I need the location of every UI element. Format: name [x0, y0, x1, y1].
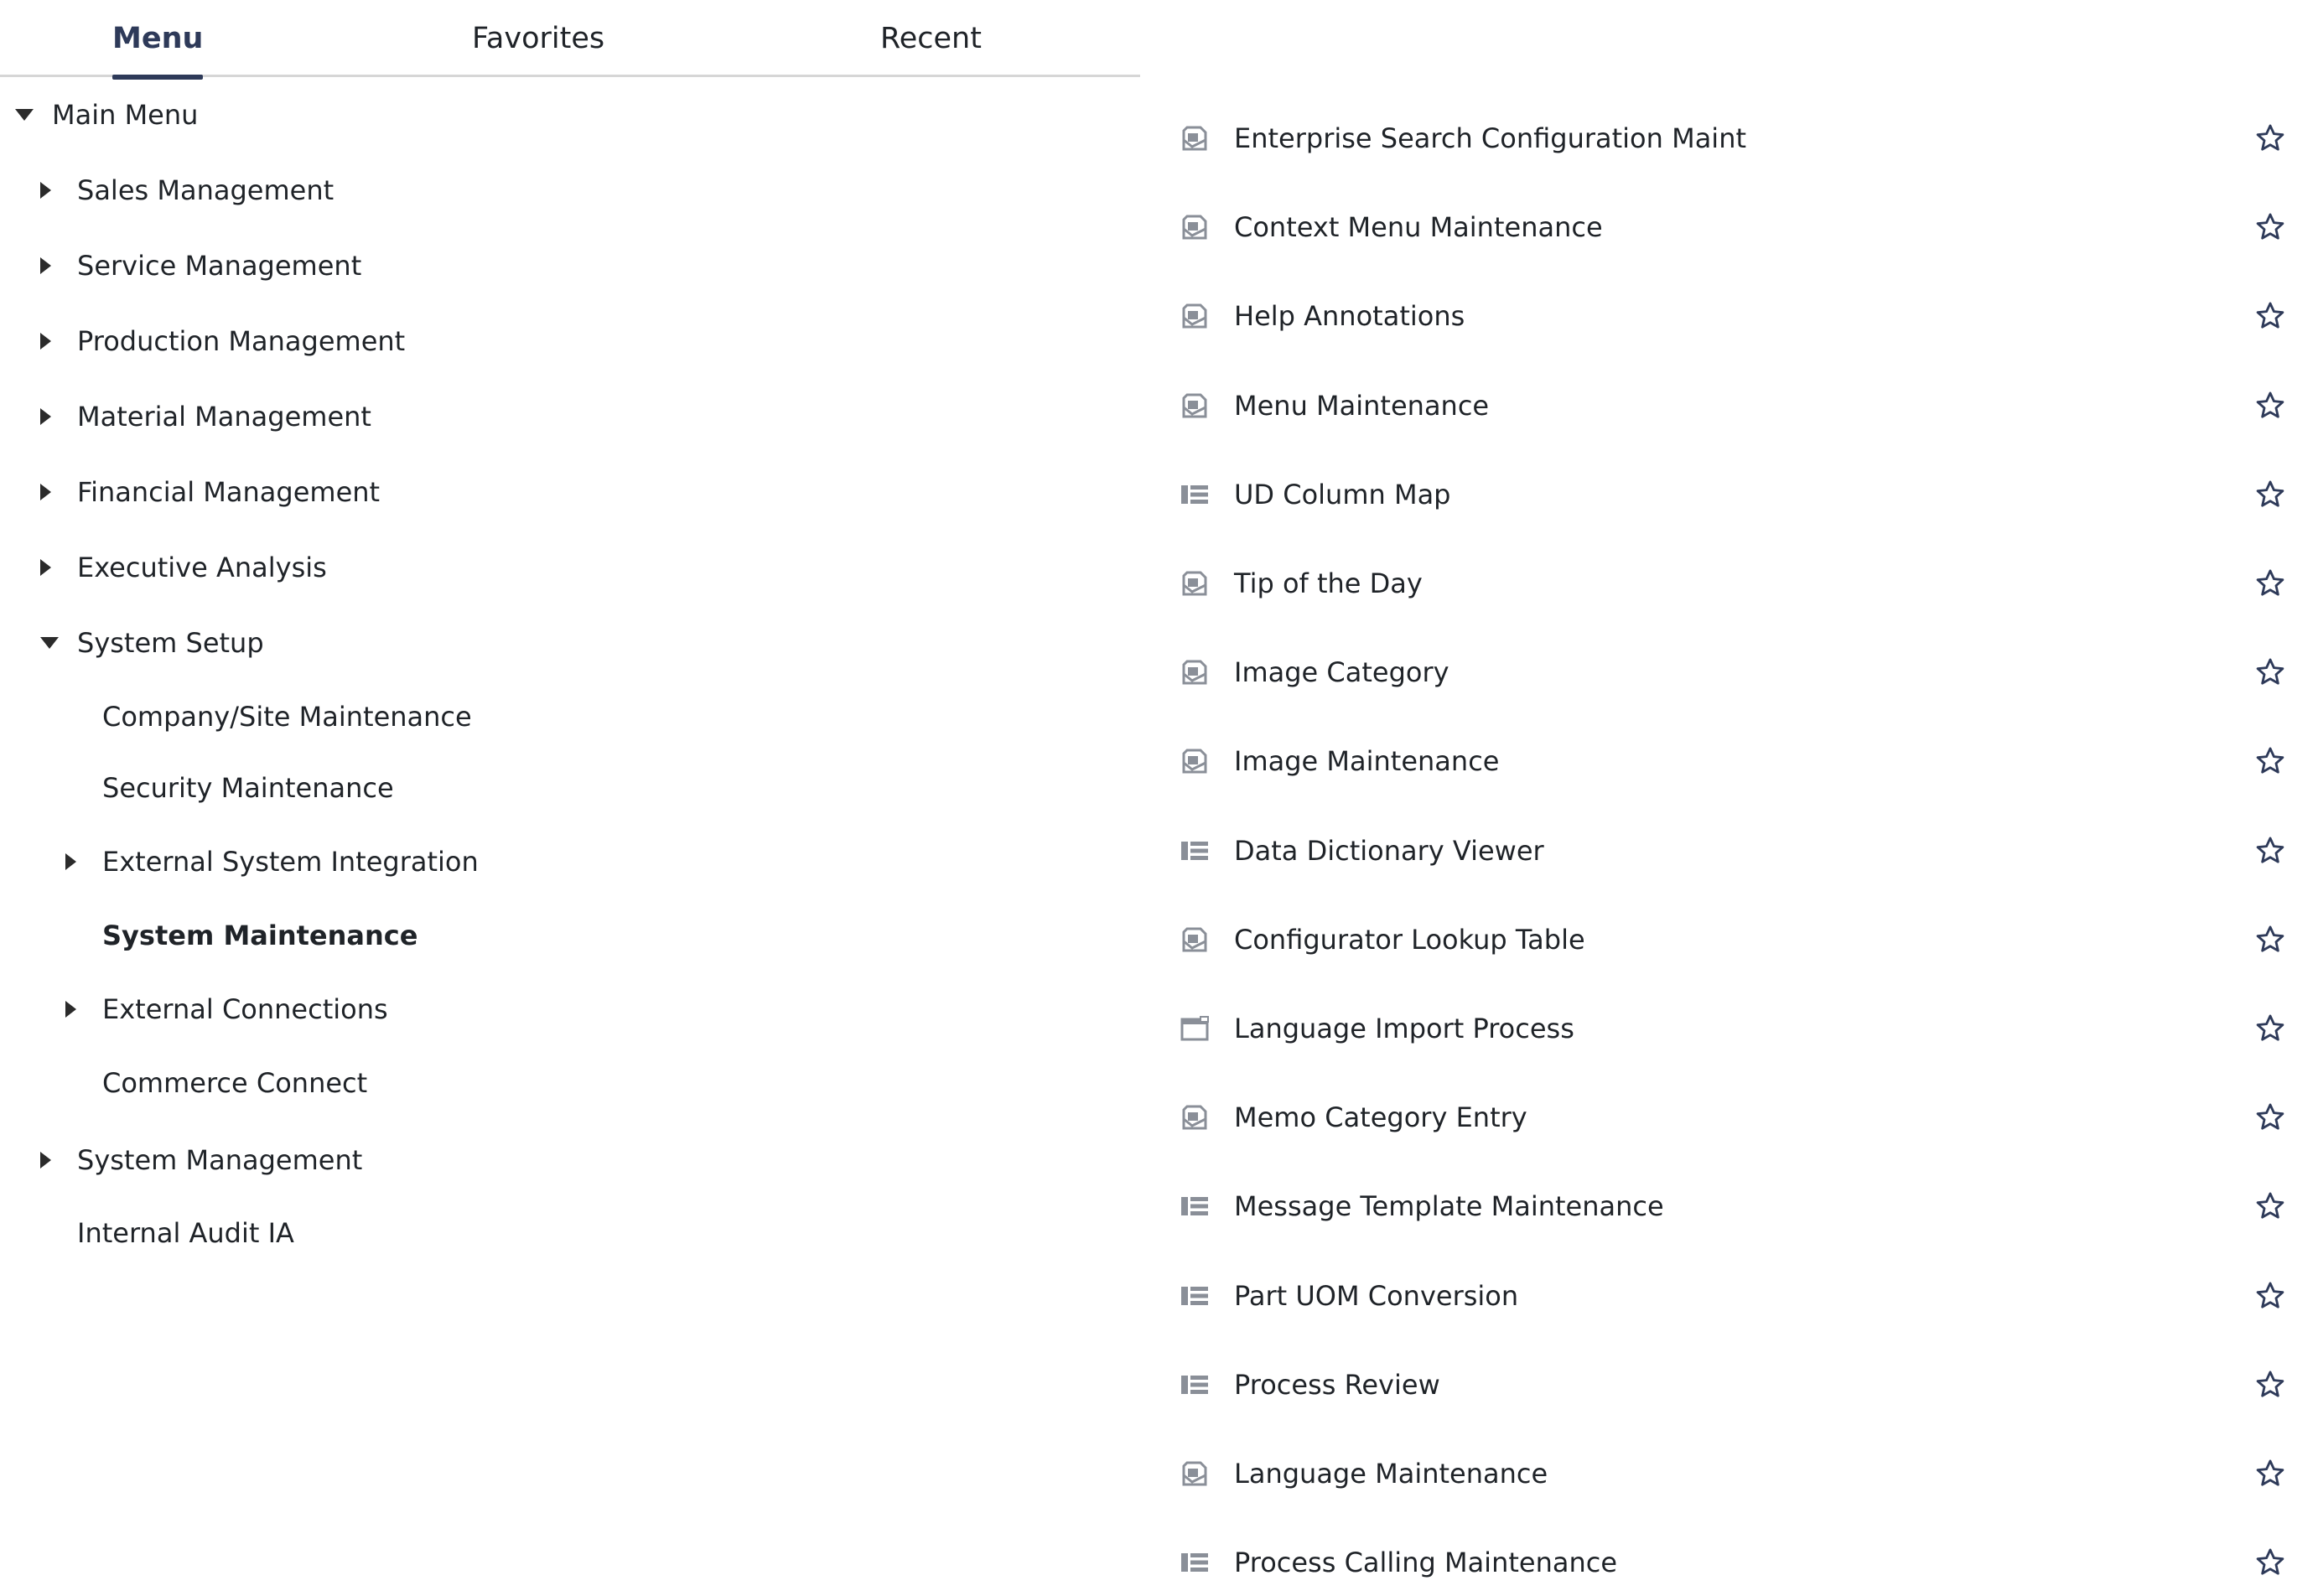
tree-item-label: Production Management: [77, 325, 406, 357]
tree-item-label: Sales Management: [77, 174, 334, 206]
menu-list-item-context-menu-maintenance[interactable]: [1174, 194, 2289, 261]
form-icon: [1180, 1103, 1209, 1132]
tree-item-service-management[interactable]: [40, 241, 361, 291]
tree-item-label: System Setup: [77, 627, 264, 659]
menu-list-item-label: Data Dictionary Viewer: [1234, 834, 1544, 867]
menu-list-item-language-maintenance[interactable]: [1174, 1440, 2289, 1507]
caret-right-icon[interactable]: [40, 484, 65, 500]
tree-item-sales-management[interactable]: [40, 165, 334, 215]
favorite-star-icon[interactable]: [2252, 120, 2289, 157]
grid-icon: [1180, 837, 1209, 865]
form-icon: [1180, 391, 1209, 420]
tree-item-executive-analysis[interactable]: [40, 542, 327, 593]
tab-favorites[interactable]: Favorites: [472, 22, 605, 55]
tree-item-commerce-connect[interactable]: [65, 1058, 367, 1108]
form-icon: [1180, 124, 1209, 153]
tree-item-label: Main Menu: [52, 99, 199, 131]
favorite-star-icon[interactable]: [2252, 476, 2289, 513]
tree-item-production-management[interactable]: [40, 316, 405, 366]
tree-item-label: Security Maintenance: [102, 772, 394, 804]
favorite-star-icon[interactable]: [2252, 209, 2289, 246]
menu-list-item-memo-category-entry[interactable]: [1174, 1084, 2289, 1151]
tree-item-label: Financial Management: [77, 476, 381, 508]
favorite-star-icon[interactable]: [2252, 1544, 2289, 1581]
caret-down-icon[interactable]: [40, 637, 65, 649]
menu-list-item-label: Image Maintenance: [1234, 745, 1500, 778]
form-icon: [1180, 213, 1209, 241]
caret-right-icon[interactable]: [40, 559, 65, 576]
menu-list-item-label: Part UOM Conversion: [1234, 1279, 1519, 1312]
form-icon: [1180, 658, 1209, 687]
tree-item-security-maintenance[interactable]: [65, 763, 394, 813]
tree-item-label: Service Management: [77, 250, 362, 282]
menu-list-item-label: Context Menu Maintenance: [1234, 211, 1603, 244]
tree-item-label: External Connections: [102, 993, 388, 1025]
tree-item-label: External System Integration: [102, 846, 479, 878]
caret-right-icon[interactable]: [40, 182, 65, 199]
menu-list-item-label: Message Template Maintenance: [1234, 1190, 1664, 1223]
menu-list-item-label: Memo Category Entry: [1234, 1101, 1527, 1134]
tree-item-label: Company/Site Maintenance: [102, 701, 472, 733]
tree-item-company-site-maintenance[interactable]: [65, 692, 472, 742]
menu-list-item-enterprise-search-configuration-maint[interactable]: [1174, 105, 2289, 172]
favorite-star-icon[interactable]: [2252, 654, 2289, 691]
tree-item-external-system-integration[interactable]: [65, 837, 479, 887]
caret-right-icon[interactable]: [40, 257, 65, 274]
menu-list-item-menu-maintenance[interactable]: [1174, 372, 2289, 439]
caret-right-icon[interactable]: [40, 333, 65, 350]
menu-list-item-label: Process Review: [1234, 1368, 1440, 1401]
tab-menu[interactable]: Menu: [112, 22, 203, 75]
caret-right-icon[interactable]: [65, 853, 91, 870]
tree-item-internal-audit-ia[interactable]: [40, 1208, 294, 1258]
grid-icon: [1180, 1548, 1209, 1577]
window-icon: [1180, 1014, 1209, 1043]
caret-right-icon[interactable]: [65, 1001, 91, 1018]
tree-item-external-connections[interactable]: [65, 984, 388, 1034]
form-icon: [1180, 1459, 1209, 1488]
menu-list-item-image-category[interactable]: [1174, 639, 2289, 706]
tree-item-main-menu[interactable]: [15, 90, 198, 140]
menu-list-item-label: Process Calling Maintenance: [1234, 1547, 1618, 1579]
menu-list-item-image-maintenance[interactable]: [1174, 728, 2289, 795]
menu-list-item-label: Menu Maintenance: [1234, 389, 1490, 422]
favorite-star-icon[interactable]: [2252, 387, 2289, 424]
form-icon: [1180, 925, 1209, 954]
caret-down-icon[interactable]: [15, 109, 40, 121]
favorite-star-icon[interactable]: [2252, 1010, 2289, 1047]
grid-icon: [1180, 480, 1209, 509]
tree-item-system-maintenance[interactable]: [65, 910, 417, 961]
tree-item-label: Commerce Connect: [102, 1067, 368, 1099]
menu-list-item-label: Enterprise Search Configuration Maint: [1234, 122, 1747, 154]
menu-list-item-label: Language Import Process: [1234, 1013, 1574, 1044]
tab-bar: [0, 0, 1140, 77]
menu-list-item-process-review[interactable]: [1174, 1351, 2289, 1418]
caret-right-icon[interactable]: [40, 1152, 65, 1168]
grid-icon: [1180, 1282, 1209, 1310]
form-icon: [1180, 569, 1209, 598]
menu-list-item-label: Help Annotations: [1234, 300, 1465, 333]
grid-icon: [1180, 1371, 1209, 1399]
form-icon: [1180, 302, 1209, 330]
favorite-star-icon[interactable]: [2252, 1366, 2289, 1403]
menu-list-item-configurator-lookup-table[interactable]: [1174, 906, 2289, 973]
grid-icon: [1180, 1192, 1209, 1220]
favorite-star-icon[interactable]: [2252, 1455, 2289, 1492]
favorite-star-icon[interactable]: [2252, 1099, 2289, 1136]
favorite-star-icon[interactable]: [2252, 832, 2289, 869]
caret-right-icon[interactable]: [40, 408, 65, 425]
tree-item-financial-management[interactable]: [40, 467, 380, 517]
favorite-star-icon[interactable]: [2252, 921, 2289, 958]
menu-list-item-help-annotations[interactable]: [1174, 282, 2289, 350]
favorite-star-icon[interactable]: [2252, 1188, 2289, 1225]
menu-list-item-ud-column-map[interactable]: [1174, 461, 2289, 528]
tree-item-label: Executive Analysis: [77, 552, 327, 583]
favorite-star-icon[interactable]: [2252, 1277, 2289, 1314]
menu-list-item-message-template-maintenance[interactable]: [1174, 1173, 2289, 1240]
menu-list-item-label: UD Column Map: [1234, 478, 1451, 510]
tree-item-label: System Management: [77, 1144, 363, 1176]
tree-item-label: Internal Audit IA: [77, 1217, 294, 1249]
menu-list-item-label: Image Category: [1234, 656, 1449, 689]
favorite-star-icon[interactable]: [2252, 565, 2289, 602]
menu-list-item-label: Tip of the Day: [1234, 567, 1423, 599]
menu-list-item-label: Language Maintenance: [1234, 1458, 1548, 1490]
tree-item-label: Material Management: [77, 401, 371, 433]
menu-list-item-process-calling-maintenance[interactable]: [1174, 1529, 2289, 1596]
menu-list-item-tip-of-the-day[interactable]: [1174, 550, 2289, 617]
favorite-star-icon[interactable]: [2252, 298, 2289, 334]
tree-item-system-setup[interactable]: [40, 618, 264, 668]
favorite-star-icon[interactable]: [2252, 743, 2289, 780]
menu-list-item-data-dictionary-viewer[interactable]: [1174, 817, 2289, 884]
menu-list-item-language-import-process[interactable]: [1174, 995, 2289, 1062]
tab-recent[interactable]: Recent: [880, 22, 982, 55]
menu-list-item-part-uom-conversion[interactable]: [1174, 1262, 2289, 1329]
tree-item-label: System Maintenance: [102, 920, 418, 951]
form-icon: [1180, 747, 1209, 775]
menu-list-item-label: Configurator Lookup Table: [1234, 923, 1585, 956]
tree-item-material-management[interactable]: [40, 391, 371, 442]
tree-item-system-management[interactable]: [40, 1135, 362, 1185]
